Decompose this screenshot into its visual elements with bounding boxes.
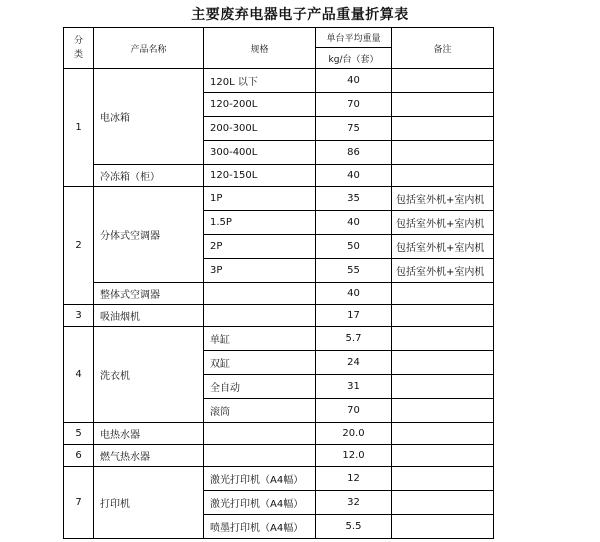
weight-split-ac-2: 40 (316, 211, 392, 235)
header-weight-unit: kg/台（套） (316, 48, 392, 69)
spec-printer-3: 喷墨打印机（A4幅） (204, 515, 316, 538)
remark-freezer (392, 165, 493, 187)
weight-gas-water-heater: 12.0 (316, 445, 392, 467)
weight-fridge-4: 86 (316, 141, 392, 165)
spec-fridge-1: 120L 以下 (204, 69, 316, 93)
weight-washer-2: 24 (316, 351, 392, 375)
product-range-hood: 吸油烟机 (94, 305, 204, 327)
weight-split-ac-1: 35 (316, 187, 392, 211)
product-printer: 打印机 (94, 467, 204, 538)
remark-electric-water-heater (392, 423, 493, 445)
weight-conversion-table (63, 27, 494, 539)
remark-split-ac-1: 包括室外机+室内机 (392, 187, 493, 211)
remark-washer-1 (392, 327, 493, 351)
remark-fridge-3 (392, 117, 493, 141)
weight-printer-2: 32 (316, 491, 392, 515)
remark-range-hood (392, 305, 493, 327)
weight-freezer: 40 (316, 165, 392, 187)
spec-fridge-2: 120-200L (204, 93, 316, 117)
spec-electric-water-heater (204, 423, 316, 445)
remark-washer-3 (392, 375, 493, 399)
header-category-line1: 分 (73, 36, 83, 46)
weight-split-ac-4: 55 (316, 259, 392, 283)
remark-window-ac (392, 283, 493, 305)
header-weight: 单台平均重量 (316, 28, 392, 48)
product-fridge: 电冰箱 (94, 69, 204, 165)
category-6: 6 (64, 445, 94, 467)
product-window-ac: 整体式空调器 (94, 283, 204, 305)
weight-washer-4: 70 (316, 399, 392, 423)
spec-washer-4: 滚筒 (204, 399, 316, 423)
remark-washer-4 (392, 399, 493, 423)
spec-window-ac (204, 283, 316, 305)
product-split-ac: 分体式空调器 (94, 187, 204, 283)
spec-split-ac-4: 3P (204, 259, 316, 283)
weight-window-ac: 40 (316, 283, 392, 305)
category-7: 7 (64, 467, 94, 538)
remark-printer-3 (392, 515, 493, 538)
spec-range-hood (204, 305, 316, 327)
spec-fridge-4: 300-400L (204, 141, 316, 165)
weight-washer-3: 31 (316, 375, 392, 399)
remark-split-ac-4: 包括室外机+室内机 (392, 259, 493, 283)
weight-washer-1: 5.7 (316, 327, 392, 351)
spec-fridge-3: 200-300L (204, 117, 316, 141)
header-product-name: 产品名称 (94, 28, 204, 69)
product-electric-water-heater: 电热水器 (94, 423, 204, 445)
spec-freezer: 120-150L (204, 165, 316, 187)
spec-split-ac-1: 1P (204, 187, 316, 211)
remark-fridge-2 (392, 93, 493, 117)
weight-fridge-1: 40 (316, 69, 392, 93)
spec-washer-2: 双缸 (204, 351, 316, 375)
spec-printer-2: 激光打印机（A4幅） (204, 491, 316, 515)
category-3: 3 (64, 305, 94, 327)
weight-printer-1: 12 (316, 467, 392, 491)
spec-washer-3: 全自动 (204, 375, 316, 399)
spec-printer-1: 激光打印机（A4幅） (204, 467, 316, 491)
remark-split-ac-3: 包括室外机+室内机 (392, 235, 493, 259)
remark-gas-water-heater (392, 445, 493, 467)
category-4: 4 (64, 327, 94, 423)
category-1: 1 (64, 69, 94, 187)
weight-electric-water-heater: 20.0 (316, 423, 392, 445)
weight-split-ac-3: 50 (316, 235, 392, 259)
remark-fridge-1 (392, 69, 493, 93)
product-gas-water-heater: 燃气热水器 (94, 445, 204, 467)
product-washer: 洗衣机 (94, 327, 204, 423)
remark-fridge-4 (392, 141, 493, 165)
weight-fridge-2: 70 (316, 93, 392, 117)
remark-printer-2 (392, 491, 493, 515)
spec-gas-water-heater (204, 445, 316, 467)
remark-washer-2 (392, 351, 493, 375)
header-spec: 规格 (204, 28, 316, 69)
spec-washer-1: 单缸 (204, 327, 316, 351)
remark-printer-1 (392, 467, 493, 491)
header-category (64, 28, 94, 69)
weight-fridge-3: 75 (316, 117, 392, 141)
product-freezer: 冷冻箱（柜） (94, 165, 204, 187)
table-title: 主要废弃电器电子产品重量折算表 (191, 7, 409, 23)
category-2: 2 (64, 187, 94, 305)
header-category-line2: 类 (73, 50, 83, 60)
spec-split-ac-2: 1.5P (204, 211, 316, 235)
remark-split-ac-2: 包括室外机+室内机 (392, 211, 493, 235)
header-remark: 备注 (392, 28, 493, 69)
category-5: 5 (64, 423, 94, 445)
weight-printer-3: 5.5 (316, 515, 392, 538)
spec-split-ac-3: 2P (204, 235, 316, 259)
weight-range-hood: 17 (316, 305, 392, 327)
